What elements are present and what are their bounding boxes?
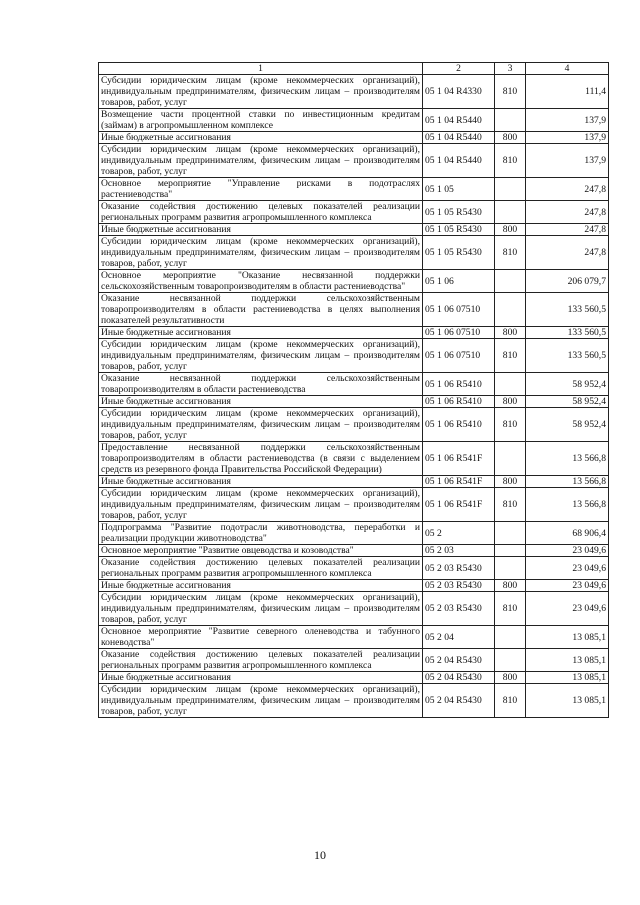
table-row [99,201,609,224]
row-expense-type: 810 [495,592,526,626]
row-target-code: 05 1 04 R5440 [423,144,495,178]
row-expense-type [495,109,526,132]
row-amount: 23 049,6 [526,592,609,626]
row-expense-type: 800 [495,224,526,236]
row-target-code: 05 1 06 R5410 [423,396,495,408]
row-description: Иные бюджетные ассигнования [99,672,423,684]
table-row [99,592,609,626]
row-description: Иные бюджетные ассигнования [99,396,423,408]
row-description: Субсидии юридическим лицам (кроме некоммерческих организаций), индивидуальным предпринимателям, физическим лицам – производителям товаров, работ, услуг [99,684,423,718]
row-target-code: 05 2 04 [423,626,495,649]
table-row [99,109,609,132]
column-header-2: 2 [423,63,495,75]
row-amount: 13 566,8 [526,476,609,488]
row-target-code: 05 1 05 R5430 [423,224,495,236]
table-row [99,649,609,672]
row-expense-type: 810 [495,488,526,522]
table-row [99,545,609,557]
row-amount: 13 085,1 [526,684,609,718]
table-row [99,75,609,109]
row-amount: 23 049,6 [526,580,609,592]
table-row [99,144,609,178]
row-target-code: 05 2 04 R5430 [423,672,495,684]
row-target-code: 05 1 06 07510 [423,293,495,327]
row-expense-type: 810 [495,144,526,178]
row-expense-type: 800 [495,476,526,488]
row-expense-type: 810 [495,236,526,270]
row-expense-type: 800 [495,327,526,339]
row-description: Субсидии юридическим лицам (кроме некоммерческих организаций), индивидуальным предпринимателям, физическим лицам – производителям товаров, работ, услуг [99,408,423,442]
row-expense-type: 800 [495,396,526,408]
column-header-1: 1 [99,63,423,75]
row-expense-type [495,178,526,201]
row-amount: 58 952,4 [526,396,609,408]
budget-table [98,62,609,718]
column-header-4: 4 [526,63,609,75]
row-amount: 137,9 [526,144,609,178]
row-target-code: 05 1 06 07510 [423,339,495,373]
table-row [99,684,609,718]
row-amount: 247,8 [526,178,609,201]
row-description: Оказание несвязанной поддержки сельскохозяйственным товаропроизводителям в области растениеводства [99,373,423,396]
table-row [99,476,609,488]
table-row [99,626,609,649]
row-amount: 137,9 [526,132,609,144]
row-target-code: 05 1 04 R5440 [423,132,495,144]
row-expense-type: 810 [495,75,526,109]
table-row [99,488,609,522]
row-target-code: 05 1 06 R5410 [423,373,495,396]
row-expense-type [495,373,526,396]
page-number: 10 [314,848,326,862]
table-row [99,236,609,270]
row-target-code: 05 2 04 R5430 [423,649,495,672]
row-amount: 247,8 [526,236,609,270]
row-expense-type: 810 [495,684,526,718]
row-amount: 13 085,1 [526,672,609,684]
table-row [99,339,609,373]
table-row [99,373,609,396]
table-row [99,293,609,327]
row-target-code: 05 1 04 R4330 [423,75,495,109]
row-target-code: 05 1 06 R541F [423,442,495,476]
row-expense-type [495,649,526,672]
row-target-code: 05 1 06 07510 [423,327,495,339]
row-expense-type: 800 [495,580,526,592]
row-description: Основное мероприятие "Управление рисками в подотраслях растениеводства" [99,178,423,201]
table-row [99,522,609,545]
row-target-code: 05 2 04 R5430 [423,684,495,718]
row-target-code: 05 1 05 R5430 [423,201,495,224]
row-expense-type [495,545,526,557]
row-amount: 68 906,4 [526,522,609,545]
row-description: Иные бюджетные ассигнования [99,327,423,339]
row-description: Иные бюджетные ассигнования [99,476,423,488]
row-description: Предоставление несвязанной поддержки сельскохозяйственным товаропроизводителям в области растениеводства (в связи с выделением средств из резервного фонда Правительства Российской Федерации) [99,442,423,476]
row-description: Основное мероприятие "Развитие овцеводства и козоводства" [99,545,423,557]
row-description: Иные бюджетные ассигнования [99,132,423,144]
row-description: Субсидии юридическим лицам (кроме некоммерческих организаций), индивидуальным предпринимателям, физическим лицам – производителям товаров, работ, услуг [99,339,423,373]
row-amount: 206 079,7 [526,270,609,293]
table-row [99,442,609,476]
row-amount: 133 560,5 [526,339,609,373]
row-description: Субсидии юридическим лицам (кроме некоммерческих организаций), индивидуальным предпринимателям, физическим лицам – производителям товаров, работ, услуг [99,236,423,270]
table-row [99,396,609,408]
row-amount: 247,8 [526,224,609,236]
row-target-code: 05 1 06 R541F [423,476,495,488]
row-description: Оказание содействия достижению целевых показателей реализации региональных программ развития агропромышленного комплекса [99,557,423,580]
row-expense-type [495,557,526,580]
row-amount: 13 566,8 [526,442,609,476]
row-amount: 58 952,4 [526,408,609,442]
row-amount: 23 049,6 [526,545,609,557]
row-description: Субсидии юридическим лицам (кроме некоммерческих организаций), индивидуальным предпринимателям, физическим лицам – производителям товаров, работ, услуг [99,488,423,522]
row-expense-type: 800 [495,132,526,144]
header-row [99,63,609,75]
row-description: Подпрограмма "Развитие подотрасли животноводства, переработки и реализации продукции животноводства" [99,522,423,545]
row-target-code: 05 2 03 R5430 [423,580,495,592]
row-target-code: 05 2 [423,522,495,545]
row-expense-type: 800 [495,672,526,684]
row-description: Основное мероприятие "Развитие северного оленеводства и табунного коневодства" [99,626,423,649]
table-row [99,408,609,442]
row-description: Иные бюджетные ассигнования [99,224,423,236]
row-expense-type [495,442,526,476]
table-row [99,132,609,144]
row-target-code: 05 1 06 [423,270,495,293]
row-amount: 133 560,5 [526,327,609,339]
row-expense-type [495,201,526,224]
row-target-code: 05 1 04 R5440 [423,109,495,132]
row-target-code: 05 1 06 R5410 [423,408,495,442]
row-amount: 13 566,8 [526,488,609,522]
row-target-code: 05 2 03 R5430 [423,557,495,580]
row-target-code: 05 1 05 R5430 [423,236,495,270]
row-expense-type: 810 [495,408,526,442]
row-target-code: 05 1 05 [423,178,495,201]
row-description: Оказание несвязанной поддержки сельскохозяйственным товаропроизводителям в области растениеводства в целях выполнения показателей результативности [99,293,423,327]
table-row [99,178,609,201]
column-header-3: 3 [495,63,526,75]
row-description: Основное мероприятие "Оказание несвязанной поддержки сельскохозяйственным товаропроизводителям в области растениеводства" [99,270,423,293]
row-target-code: 05 2 03 R5430 [423,592,495,626]
table-row [99,557,609,580]
row-description: Оказание содействия достижению целевых показателей реализации региональных программ развития агропромышленного комплекса [99,649,423,672]
row-description: Иные бюджетные ассигнования [99,580,423,592]
row-description: Субсидии юридическим лицам (кроме некоммерческих организаций), индивидуальным предпринимателям, физическим лицам – производителям товаров, работ, услуг [99,144,423,178]
row-description: Субсидии юридическим лицам (кроме некоммерческих организаций), индивидуальным предпринимателям, физическим лицам – производителям товаров, работ, услуг [99,592,423,626]
row-target-code: 05 1 06 R541F [423,488,495,522]
row-expense-type [495,626,526,649]
row-description: Оказание содействия достижению целевых показателей реализации региональных программ развития агропромышленного комплекса [99,201,423,224]
row-amount: 137,9 [526,109,609,132]
row-target-code: 05 2 03 [423,545,495,557]
row-amount: 23 049,6 [526,557,609,580]
row-amount: 58 952,4 [526,373,609,396]
row-expense-type [495,270,526,293]
table-row [99,270,609,293]
table-row [99,672,609,684]
table-row [99,327,609,339]
row-amount: 133 560,5 [526,293,609,327]
row-amount: 13 085,1 [526,626,609,649]
row-expense-type [495,293,526,327]
row-description: Возмещение части процентной ставки по инвестиционным кредитам (займам) в агропромышленном комплексе [99,109,423,132]
table-row [99,224,609,236]
row-amount: 247,8 [526,201,609,224]
row-expense-type [495,522,526,545]
row-amount: 111,4 [526,75,609,109]
row-expense-type: 810 [495,339,526,373]
table-row [99,580,609,592]
row-amount: 13 085,1 [526,649,609,672]
row-description: Субсидии юридическим лицам (кроме некоммерческих организаций), индивидуальным предпринимателям, физическим лицам – производителям товаров, работ, услуг [99,75,423,109]
